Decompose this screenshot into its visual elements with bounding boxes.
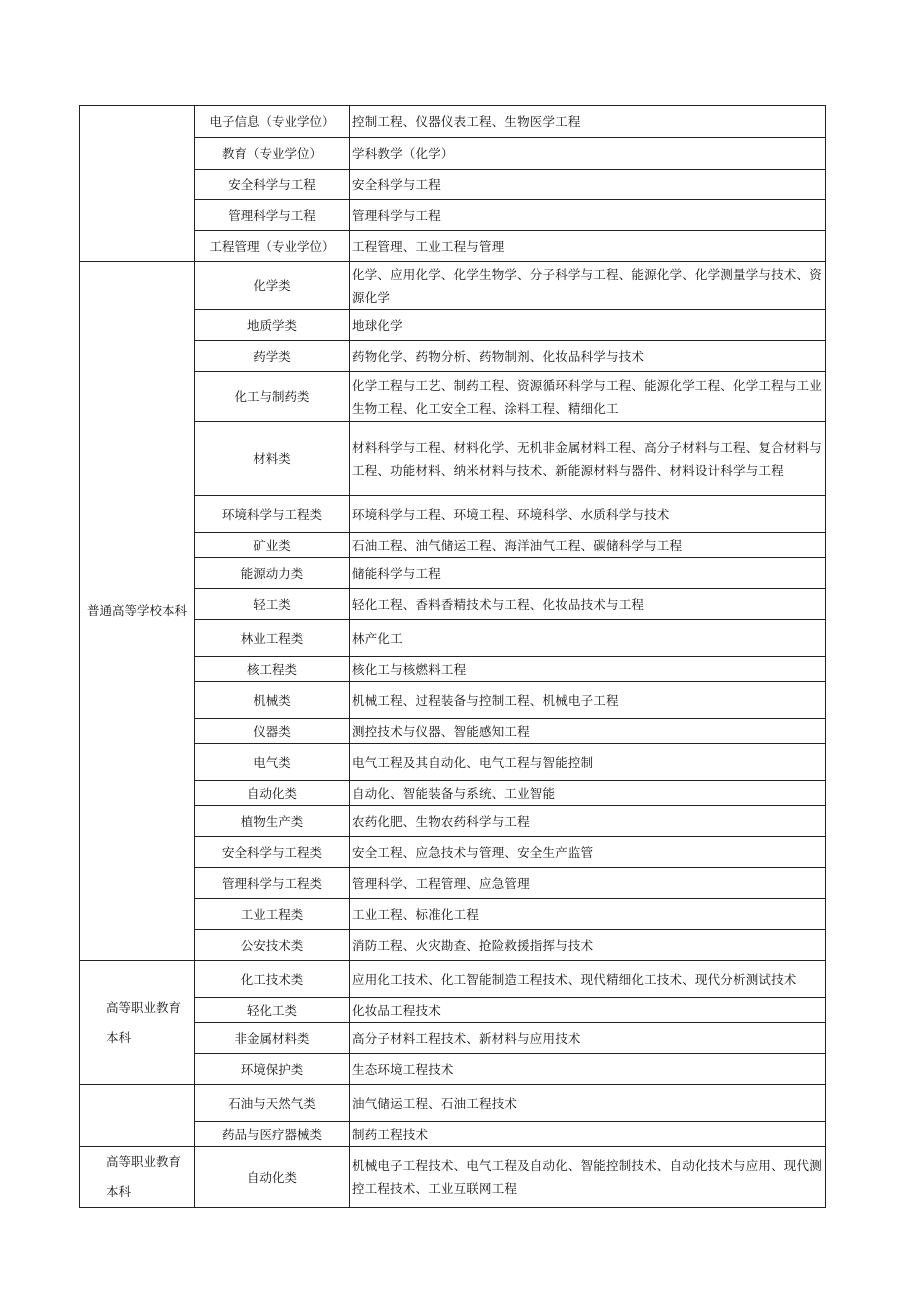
majors-text: 材料科学与工程、材料化学、无机非金属材料工程、高分子材料与工程、复合材料与工程、功能材料、纳米材料与技术、新能源材料与器件、材料设计科学与工程: [352, 439, 822, 478]
discipline-name-cell: 药品与医疗器械类: [195, 1122, 350, 1147]
discipline-name-cell: 电子信息（专业学位）: [195, 106, 350, 138]
discipline-name-cell: 化工与制药类: [195, 372, 350, 422]
discipline-name-cell: 管理科学与工程类: [195, 868, 350, 899]
table-row: [80, 1085, 826, 1122]
majors-cell: [350, 496, 826, 533]
discipline-name-cell: 管理科学与工程: [195, 200, 350, 231]
discipline-name-cell: 矿业类: [195, 533, 350, 558]
majors-cell: [350, 341, 826, 372]
majors-text: 地球化学: [352, 317, 403, 333]
majors-text: 化学工程与工艺、制药工程、资源循环科学与工程、能源化学工程、化学工程与工业生物工程、化工安全工程、涂料工程、精细化工: [352, 377, 822, 416]
category-cell: [80, 262, 195, 961]
majors-text: 石油工程、油气储运工程、海洋油气工程、碳储科学与工程: [352, 537, 683, 553]
majors-text: 油气储运工程、石油工程技术: [352, 1095, 518, 1111]
discipline-name-cell: 石油与天然气类: [195, 1085, 350, 1122]
majors-cell: [350, 620, 826, 657]
majors-text: 林产化工: [352, 630, 403, 646]
majors-cell: [350, 200, 826, 231]
majors-cell: [350, 558, 826, 589]
discipline-name-cell: 安全科学与工程类: [195, 837, 350, 868]
majors-cell: [350, 719, 826, 744]
majors-cell: [350, 930, 826, 961]
discipline-name-cell: 公安技术类: [195, 930, 350, 961]
majors-text: 核化工与核燃料工程: [352, 661, 467, 677]
majors-cell: [350, 262, 826, 310]
discipline-name-cell: 教育（专业学位）: [195, 138, 350, 170]
majors-text: 环境科学与工程、环境工程、环境科学、水质科学与技术: [352, 506, 670, 522]
majors-text: 制药工程技术: [352, 1126, 429, 1142]
discipline-name-cell: 轻工类: [195, 589, 350, 620]
majors-text: 控制工程、仪器仪表工程、生物医学工程: [352, 114, 581, 129]
majors-cell: [350, 138, 826, 170]
category-cell: [80, 106, 195, 262]
majors-cell: [350, 1023, 826, 1054]
majors-text: 自动化、智能装备与系统、工业智能: [352, 785, 556, 801]
table-row: [80, 961, 826, 998]
table-row: [80, 1147, 826, 1208]
majors-text: 管理科学与工程: [352, 207, 441, 223]
category-cell: [80, 1147, 195, 1208]
majors-text: 管理科学、工程管理、应急管理: [352, 875, 530, 891]
majors-text: 工程管理、工业工程与管理: [352, 238, 505, 254]
majors-text: 轻化工程、香料香精技术与工程、化妆品技术与工程: [352, 596, 645, 612]
discipline-name-cell: 材料类: [195, 422, 350, 496]
discipline-name-cell: 电气类: [195, 744, 350, 781]
discipline-name-cell: 环境科学与工程类: [195, 496, 350, 533]
majors-cell: [350, 1122, 826, 1147]
majors-cell: [350, 533, 826, 558]
majors-text: 储能科学与工程: [352, 565, 441, 581]
discipline-name-cell: 机械类: [195, 682, 350, 719]
majors-cell: [350, 310, 826, 341]
majors-text: 测控技术与仪器、智能感知工程: [352, 723, 530, 739]
majors-cell: [350, 1085, 826, 1122]
majors-cell: [350, 868, 826, 899]
majors-text: 化学、应用化学、化学生物学、分子科学与工程、能源化学、化学测量学与技术、资源化学: [352, 266, 822, 305]
discipline-name-cell: 核工程类: [195, 657, 350, 682]
category-cell: [80, 961, 195, 1085]
majors-text: 农药化肥、生物农药科学与工程: [352, 813, 530, 829]
majors-cell: [350, 1054, 826, 1085]
discipline-name-cell: 轻化工类: [195, 998, 350, 1023]
majors-cell: [350, 422, 826, 496]
discipline-name-cell: 林业工程类: [195, 620, 350, 657]
majors-cell: [350, 961, 826, 998]
majors-text: 化妆品工程技术: [352, 1002, 441, 1018]
majors-text: 学科教学（化学）: [352, 146, 454, 161]
category-label: 高等职业教育本科: [106, 999, 182, 1045]
majors-cell: [350, 1147, 826, 1208]
majors-cell: [350, 106, 826, 138]
majors-text: 机械工程、过程装备与控制工程、机械电子工程: [352, 692, 619, 708]
discipline-name-cell: 药学类: [195, 341, 350, 372]
discipline-name-cell: 自动化类: [195, 781, 350, 806]
majors-cell: [350, 372, 826, 422]
discipline-name-cell: 安全科学与工程: [195, 170, 350, 200]
discipline-name-cell: 非金属材料类: [195, 1023, 350, 1054]
discipline-name-cell: 地质学类: [195, 310, 350, 341]
majors-text: 工业工程、标准化工程: [352, 906, 480, 922]
discipline-name-cell: 工业工程类: [195, 899, 350, 930]
discipline-name-cell: 植物生产类: [195, 806, 350, 837]
majors-table: [79, 105, 826, 1208]
discipline-name-cell: 工程管理（专业学位）: [195, 231, 350, 262]
majors-cell: [350, 682, 826, 719]
majors-cell: [350, 837, 826, 868]
majors-cell: [350, 744, 826, 781]
category-label: 普通高等学校本科: [86, 603, 187, 618]
discipline-name-cell: 能源动力类: [195, 558, 350, 589]
majors-cell: [350, 170, 826, 200]
majors-text: 机械电子工程技术、电气工程及自动化、智能控制技术、自动化技术与应用、现代测控工程技术、工业互联网工程: [352, 1158, 822, 1196]
table-row: [80, 262, 826, 310]
majors-text: 消防工程、火灾勘查、抢险救援指挥与技术: [352, 937, 594, 953]
majors-text: 药物化学、药物分析、药物制剂、化妆品科学与技术: [352, 348, 645, 364]
discipline-name-cell: 化学类: [195, 262, 350, 310]
majors-text: 安全科学与工程: [352, 177, 441, 192]
majors-cell: [350, 998, 826, 1023]
majors-text: 高分子材料工程技术、新材料与应用技术: [352, 1030, 581, 1046]
majors-cell: [350, 231, 826, 262]
table-row: [80, 106, 826, 138]
majors-text: 生态环境工程技术: [352, 1061, 454, 1077]
majors-cell: [350, 899, 826, 930]
discipline-name-cell: 环境保护类: [195, 1054, 350, 1085]
category-cell: [80, 1085, 195, 1147]
majors-text: 安全工程、应急技术与管理、安全生产监管: [352, 844, 594, 860]
majors-text: 电气工程及其自动化、电气工程与智能控制: [352, 754, 594, 770]
majors-text: 应用化工技术、化工智能制造工程技术、现代精细化工技术、现代分析测试技术: [352, 971, 797, 987]
discipline-name-cell: 化工技术类: [195, 961, 350, 998]
majors-cell: [350, 781, 826, 806]
majors-cell: [350, 589, 826, 620]
discipline-name-cell: 自动化类: [195, 1147, 350, 1208]
majors-cell: [350, 657, 826, 682]
discipline-name-cell: 仪器类: [195, 719, 350, 744]
majors-cell: [350, 806, 826, 837]
category-label: 高等职业教育本科: [106, 1154, 182, 1199]
majors-table-body: [80, 106, 826, 1208]
